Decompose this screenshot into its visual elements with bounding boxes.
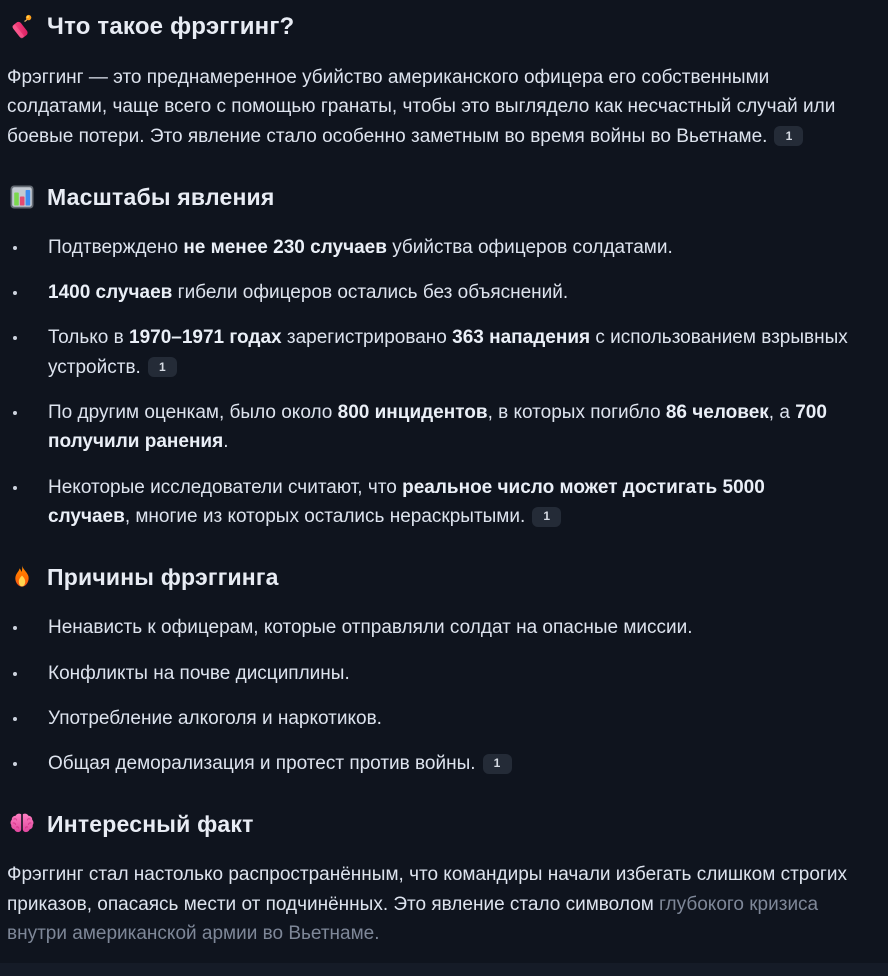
text-segment: Ненависть к офицерам, которые отправляли солдат на опасные миссии. xyxy=(48,617,693,639)
list-item xyxy=(7,704,850,733)
text-segment: , многие из которых остались нераскрытыми. xyxy=(124,505,526,527)
text-segment: Подтверждено xyxy=(48,236,184,258)
text-segment: , в которых погибло xyxy=(487,402,666,424)
bullet-marker xyxy=(7,323,48,382)
bullet-marker xyxy=(7,659,48,688)
bold-text: 1970–1971 годах xyxy=(129,327,282,349)
text-segment: По другим оценкам, было около xyxy=(48,402,338,424)
text-segment: Употребление алкоголя и наркотиков. xyxy=(48,707,382,729)
section-title: Что такое фрэггинг? xyxy=(47,13,295,40)
text-segment: Конфликты на почве дисциплины. xyxy=(48,662,350,684)
list-item xyxy=(7,278,850,307)
text-segment: Фрэггинг стал настолько распространённым, что командиры начали избегать слишком строгих приказов, опасаясь мести от подчинённых. Это явление стало символом xyxy=(7,864,847,915)
bar-chart-icon xyxy=(8,183,36,211)
list-item xyxy=(7,749,850,778)
bold-text: 86 человек xyxy=(665,402,769,424)
paragraph xyxy=(7,63,850,151)
section-fun-fact xyxy=(7,807,850,948)
bullet-marker xyxy=(7,233,48,262)
bold-text: 700 получили ранения xyxy=(48,402,827,453)
section-header xyxy=(8,180,850,214)
section-header xyxy=(8,560,850,594)
list-item-text xyxy=(48,323,850,382)
firecracker-icon xyxy=(8,13,36,41)
citation-badge[interactable]: 1 xyxy=(148,357,177,377)
fire-icon xyxy=(8,563,36,591)
bullet-marker xyxy=(7,473,48,532)
bold-text: 363 нападения xyxy=(452,327,591,349)
brain-icon xyxy=(8,810,36,838)
section-title: Причины фрэггинга xyxy=(47,564,279,591)
text-segment: Только в xyxy=(48,327,130,349)
bullet-marker xyxy=(7,613,48,642)
text-segment: убийства офицеров солдатами. xyxy=(386,236,673,258)
citation-badge[interactable]: 1 xyxy=(532,507,561,527)
bold-text: не менее 230 случаев xyxy=(183,236,387,258)
list-item-text xyxy=(48,704,850,733)
citation-badge[interactable]: 1 xyxy=(483,754,512,774)
list-item-text xyxy=(48,278,850,307)
list-item-text xyxy=(48,749,850,778)
bullet-marker xyxy=(7,398,48,457)
bottom-panel-edge xyxy=(0,963,888,976)
bullet-marker xyxy=(7,704,48,733)
bullet-marker xyxy=(7,749,48,778)
list-item xyxy=(7,233,850,262)
text-segment: гибели офицеров остались без объяснений. xyxy=(172,282,569,304)
list-item-text xyxy=(48,659,850,688)
list-item-text xyxy=(48,473,850,532)
section-header xyxy=(8,10,850,44)
bold-text: 1400 случаев xyxy=(48,282,173,304)
text-segment: глубокого кризиса внутри американской армии во Вьетнаме. xyxy=(7,893,819,945)
section-causes xyxy=(7,560,850,778)
bullet-list xyxy=(7,613,850,778)
section-scale xyxy=(7,180,850,531)
list-item xyxy=(7,398,850,457)
list-item xyxy=(7,613,850,642)
bullet-marker xyxy=(7,278,48,307)
section-header xyxy=(8,807,850,841)
paragraph xyxy=(7,860,850,948)
list-item xyxy=(7,659,850,688)
list-item xyxy=(7,473,850,532)
section-title: Масштабы явления xyxy=(47,183,275,210)
section-title: Интересный факт xyxy=(47,811,254,838)
text-segment: . xyxy=(223,431,229,453)
bullet-list xyxy=(7,233,850,531)
text-segment: , а xyxy=(768,402,796,424)
list-item-text xyxy=(48,233,850,262)
list-item xyxy=(7,323,850,382)
bold-text: реальное число может достигать 5000 случаев xyxy=(48,476,765,527)
text-segment: зарегистрировано xyxy=(281,327,453,349)
text-segment: Фрэггинг — это преднамеренное убийство американского офицера его собственными солдатами, чаще всего с помощью гранаты, чтобы это выглядело как несчастный случай или боевые потери. Это явление стало особенно заметным во время войны во Вьетнаме. xyxy=(7,67,836,147)
text-segment: Некоторые исследователи считают, что xyxy=(48,476,403,498)
list-item-text xyxy=(48,613,850,642)
bold-text: 800 инцидентов xyxy=(337,402,488,424)
text-segment: с использованием взрывных устройств. xyxy=(48,327,848,378)
section-what-is-fragging xyxy=(7,10,850,151)
citation-badge[interactable]: 1 xyxy=(774,126,803,146)
text-segment: Общая деморализация и протест против войны. xyxy=(48,753,476,775)
list-item-text xyxy=(48,398,850,457)
